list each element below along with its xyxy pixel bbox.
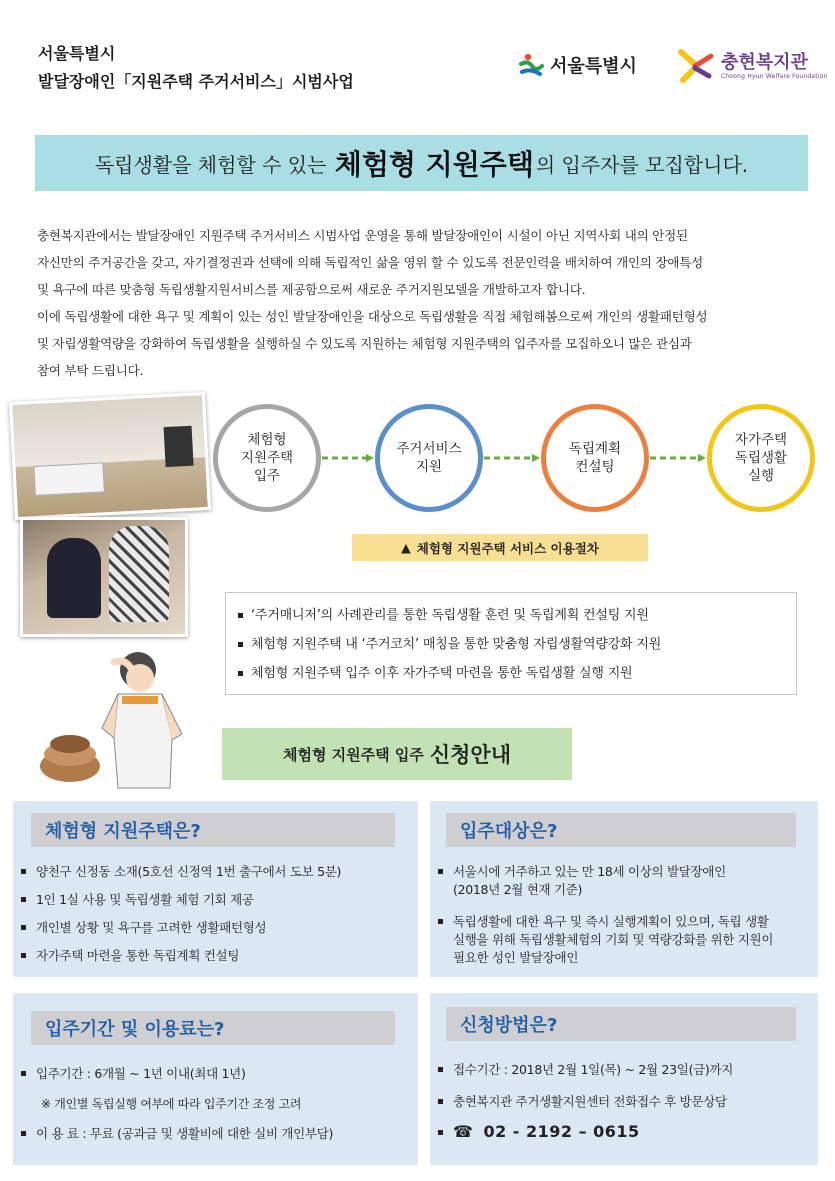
header-line1: 서울특별시 bbox=[38, 44, 116, 63]
bullet-icon bbox=[21, 953, 26, 958]
arrow-right-icon bbox=[650, 454, 706, 462]
phone-number: 02 - 2192 – 0615 bbox=[483, 1122, 640, 1141]
note-text: ※ 개인별 독립실행 여부에 따라 입주기간 조정 고려 bbox=[41, 1097, 302, 1111]
box-title: 신청방법은? bbox=[446, 1007, 796, 1041]
list-item bbox=[438, 863, 773, 899]
bullet-icon bbox=[21, 925, 26, 930]
step-1-label: 지원주택 bbox=[240, 450, 294, 466]
banner-pre: 독립생활을 체험할 수 있는 bbox=[94, 152, 327, 177]
bed-shape bbox=[33, 462, 104, 496]
list-item-text: 접수기간 : 2018년 2월 1일(목) ~ 2월 23일(금)까지 bbox=[453, 1062, 734, 1077]
box-title: 체험형 지원주택은? bbox=[31, 813, 395, 847]
step-4-label: 자가주택 bbox=[734, 432, 788, 448]
triangle-up-icon: ▲ bbox=[401, 540, 411, 555]
intro-line: 참여 부탁 드립니다. bbox=[37, 363, 144, 378]
list-item-text: 양천구 신정동 소재(5호선 신정역 1번 출구에서 도보 5분) bbox=[36, 864, 342, 879]
tv-shape bbox=[164, 426, 194, 467]
bullet-icon bbox=[438, 1067, 443, 1072]
bullet-icon bbox=[238, 671, 243, 676]
list-item bbox=[21, 1065, 333, 1083]
box-list bbox=[21, 1065, 333, 1143]
services-list bbox=[225, 592, 797, 695]
arrow-right-icon bbox=[484, 454, 540, 462]
list-item bbox=[21, 1125, 333, 1143]
bullet-icon bbox=[438, 869, 443, 874]
info-box-target bbox=[430, 801, 818, 977]
list-item bbox=[438, 1123, 733, 1141]
chunghyun-logo-text: 충현복지관 bbox=[721, 51, 808, 73]
list-item-text: (2018년 2월 현재 기준) bbox=[453, 882, 583, 897]
list-item bbox=[21, 863, 341, 881]
bullet-icon bbox=[21, 897, 26, 902]
step-3-circle bbox=[541, 404, 649, 512]
chunghyun-logo bbox=[675, 46, 828, 86]
intro-line: 이에 독립생활에 대한 욕구 및 계획이 있는 성인 발달장애인을 대상으로 독립생활을 직접 체험해봄으로써 개인의 생활패턴형성 bbox=[37, 309, 708, 324]
list-item-text: 독립생활에 대한 욕구 및 즉시 실행계획이 있으며, 독립 생활 bbox=[453, 914, 769, 929]
bullet-icon bbox=[21, 869, 26, 874]
list-item bbox=[21, 919, 341, 937]
intro-line: 및 욕구에 따른 맞춤형 독립생활지원서비스를 제공함으로써 새로운 주거지원모델을 개발하고자 합니다. bbox=[37, 282, 586, 297]
step-2-label: 주거서비스 bbox=[396, 441, 462, 457]
info-box-house bbox=[13, 801, 418, 977]
bullet-icon bbox=[438, 1130, 443, 1135]
step-1-circle bbox=[213, 404, 321, 512]
step-2-label: 지원 bbox=[415, 459, 443, 475]
intro-line: 및 자립생활역량을 강화하여 독립생활을 실행하실 수 있도록 지원하는 체험형 지원주택의 입주자를 모집하오니 많은 관심과 bbox=[37, 336, 692, 351]
step-1-label: 체험형 bbox=[247, 432, 287, 448]
list-item bbox=[238, 601, 784, 630]
bullet-icon bbox=[438, 919, 443, 924]
intro-paragraph bbox=[37, 222, 807, 384]
banner-post: 의 입주자를 모집합니다. bbox=[535, 152, 749, 177]
list-item-text: 실행을 위해 독립생활체험의 기회 및 역량강화를 위한 지원이 bbox=[453, 932, 774, 947]
step-2-circle bbox=[375, 404, 483, 512]
chunghyun-logo-subtext: Choong Hyun Welfare Foundation bbox=[721, 72, 828, 80]
list-item-text: 입주기간 : 6개월 ~ 1년 이내(최대 1년) bbox=[36, 1066, 246, 1081]
step-1-label: 입주 bbox=[253, 468, 281, 484]
bullet-icon bbox=[238, 642, 243, 647]
person-illustration bbox=[22, 648, 212, 798]
list-item bbox=[238, 630, 784, 659]
box-list bbox=[438, 1061, 733, 1141]
people-photo bbox=[20, 517, 188, 637]
intro-line: 충현복지관에서는 발달장애인 지원주택 주거서비스 시범사업 운영을 통해 발달장애인이 시설이 아닌 지역사회 내의 안정된 bbox=[37, 228, 688, 243]
seoul-logo-text: 서울특별시 bbox=[550, 56, 637, 77]
service-text: 체험형 지원주택 내 ‘주거코치’ 매칭을 통한 맞춤형 자립생활역량강화 지원 bbox=[251, 637, 662, 652]
process-caption-text: 체험형 지원주택 서비스 이용절차 bbox=[416, 540, 599, 556]
step-4-label: 독립생활 bbox=[734, 450, 788, 466]
seoul-logo-icon bbox=[518, 52, 544, 78]
header-title bbox=[38, 40, 354, 96]
apply-title-pre: 체험형 지원주택 입주 bbox=[282, 745, 424, 764]
bullet-icon bbox=[438, 1099, 443, 1104]
person-shape bbox=[47, 538, 101, 618]
apply-title bbox=[222, 728, 572, 780]
list-item bbox=[438, 1061, 733, 1079]
process-caption bbox=[352, 534, 648, 561]
box-title: 입주기간 및 이용료는? bbox=[31, 1011, 395, 1045]
banner-strong: 체험형 지원주택 bbox=[334, 148, 534, 181]
bullet-icon bbox=[21, 1131, 26, 1136]
list-item-text: 필요한 성인 발달장애인 bbox=[453, 950, 579, 965]
step-4-label: 실행 bbox=[747, 468, 775, 484]
list-item bbox=[438, 913, 773, 967]
intro-line: 자신만의 주거공간을 갖고, 자기결정권과 선택에 의해 독립적인 삶을 영위 할 수 있도록 전문인력을 배치하여 개인의 장애특성 bbox=[37, 255, 704, 270]
seoul-logo bbox=[518, 52, 637, 78]
phone-icon: ☎ bbox=[453, 1122, 474, 1141]
list-item bbox=[238, 659, 784, 688]
service-text: ‘주거매니저’의 사례관리를 통한 독립생활 훈련 및 독립계획 컨설팅 지원 bbox=[251, 608, 649, 623]
list-item bbox=[21, 891, 341, 909]
room-photo bbox=[9, 392, 211, 520]
bullet-icon bbox=[238, 613, 243, 618]
list-item bbox=[21, 947, 341, 965]
list-item-text: 자가주택 마련을 통한 독립계획 컨설팅 bbox=[36, 948, 240, 963]
step-3-label: 독립계획 bbox=[568, 441, 622, 457]
list-item-text: 개인별 상황 및 욕구를 고려한 생활패턴형성 bbox=[36, 920, 267, 935]
list-item-text: 서울시에 거주하고 있는 만 18세 이상의 발달장애인 bbox=[453, 864, 726, 879]
main-banner bbox=[35, 135, 808, 191]
list-item-text: 충현복지관 주거생활지원센터 전화접수 후 방문상담 bbox=[453, 1094, 727, 1109]
person-shape bbox=[109, 526, 169, 622]
arrow-right-icon bbox=[322, 454, 374, 462]
step-4-circle bbox=[707, 404, 815, 512]
info-box-apply bbox=[430, 993, 818, 1165]
info-box-period bbox=[13, 993, 418, 1165]
header-line2: 발달장애인「지원주택 주거서비스」시범사업 bbox=[38, 72, 354, 91]
box-list bbox=[438, 863, 773, 967]
chunghyun-logo-icon bbox=[675, 46, 715, 86]
apply-title-big: 신청안내 bbox=[429, 743, 511, 767]
box-list bbox=[21, 863, 341, 965]
step-3-label: 컨설팅 bbox=[575, 459, 615, 475]
list-item bbox=[438, 1093, 733, 1111]
box-title: 입주대상은? bbox=[446, 813, 796, 847]
bullet-icon bbox=[21, 1071, 26, 1076]
list-item-text: 1인 1실 사용 및 독립생활 체험 기회 제공 bbox=[36, 892, 254, 907]
list-item-text: 이 용 료 : 무료 (공과금 및 생활비에 대한 실비 개인부담) bbox=[36, 1126, 334, 1141]
list-item bbox=[21, 1095, 333, 1113]
service-text: 체험형 지원주택 입주 이후 자가주택 마련을 통한 독립생활 실행 지원 bbox=[251, 666, 633, 681]
